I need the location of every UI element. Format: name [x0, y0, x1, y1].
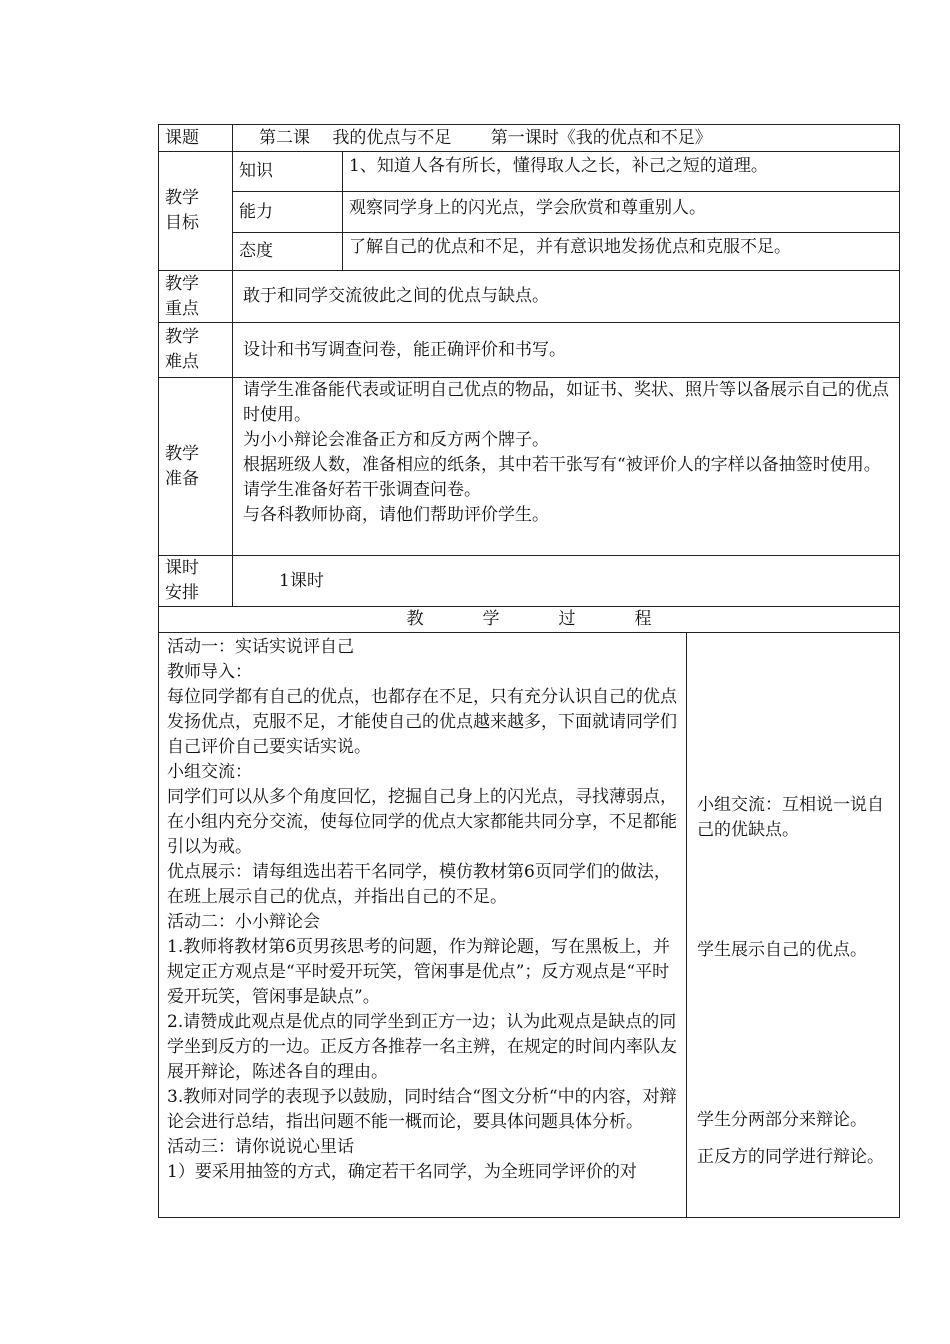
student-note: 小组交流：互相说一说自己的优缺点。 [697, 795, 884, 840]
activity-paragraph: 1.教师将教材第6页男孩思考的问题，作为辩论题，写在黑板上，并规定正方观点是“平时爱开玩笑，管闲事是优点”；反方观点是“平时爱开玩笑，管闲事是缺点”。 [167, 937, 671, 1007]
activity-heading: 活动二：小小辩论会 [167, 912, 320, 932]
preparation-label: 教学准备 [159, 378, 233, 556]
objective-key-attitude: 态度 [233, 233, 343, 271]
preparation-item: 与各科教师协商，请他们帮助评价学生。 [243, 505, 549, 525]
student-activities [687, 633, 900, 1218]
objective-value-attitude: 了解自己的优点和不足，并有意识地发扬优点和克服不足。 [343, 233, 900, 271]
topic-row [159, 125, 900, 152]
objectives-label: 教学目标 [159, 152, 233, 271]
preparation-item: 为小小辩论会准备正方和反方两个牌子。 [243, 430, 549, 450]
activity-paragraph: 同学们可以从多个角度回忆，挖掘自己身上的闪光点，寻找薄弱点，在小组内充分交流，使每位同学的优点大家都能共同分享，不足都能引以为戒。 [167, 787, 677, 857]
spacer [697, 843, 893, 938]
objective-value-knowledge: 1、知道人各有所长，懂得取人之长，补己之短的道理。 [343, 152, 900, 192]
objective-value-ability: 观察同学身上的闪光点，学会欣赏和尊重别人。 [343, 192, 900, 233]
activity-subheading: 小组交流： [167, 762, 252, 782]
activity-paragraph: 3.教师对同学的表现予以鼓励，同时结合“图文分析“中的内容，对辩论会进行总结，指出问题不能一概而论，要具体问题具体分析。 [167, 1087, 677, 1132]
preparation-item: 根据班级人数，准备相应的纸条，其中若干张写有“被评价人的字样以备抽签时使用。 [243, 455, 881, 475]
objective-row-attitude [159, 233, 900, 271]
activity-subheading: 教师导入： [167, 662, 252, 682]
process-row [159, 633, 900, 1218]
activity-heading: 活动一：实话实说评自己 [167, 637, 354, 657]
spacer [697, 1133, 893, 1145]
preparation-item: 请学生准备好若干张调查问卷。 [243, 480, 481, 500]
schedule-row [159, 556, 900, 607]
activity-paragraph: 1）要采用抽签的方式，确定若干名同学，为全班同学评价的对 [167, 1162, 637, 1182]
lesson-plan-table [158, 124, 900, 1218]
difficulties-row [159, 323, 900, 378]
student-note: 学生分两部分来辩论。 [697, 1110, 867, 1130]
key-points-content: 敢于和同学交流彼此之间的优点与缺点。 [233, 271, 900, 323]
objective-key-ability: 能力 [233, 192, 343, 233]
student-note: 学生展示自己的优点。 [697, 940, 867, 960]
process-title-char: 程 [634, 609, 652, 629]
activity-paragraph: 优点展示：请每组选出若干名同学，模仿教材第6页同学们的做法，在班上展示自己的优点，并指出自己的不足。 [167, 862, 671, 907]
preparation-row [159, 378, 900, 556]
process-title [159, 607, 900, 633]
process-header-row [159, 607, 900, 633]
difficulties-label: 教学难点 [159, 323, 233, 378]
activity-paragraph: 每位同学都有自己的优点，也都存在不足，只有充分认识自己的优点发扬优点，克服不足，才能使自己的优点越来越多，下面就请同学们自己评价自己要实话实说。 [167, 687, 677, 757]
objective-row-ability [159, 192, 900, 233]
spacer [697, 963, 893, 1108]
key-points-row [159, 271, 900, 323]
preparation-item: 请学生准备能代表或证明自己优点的物品，如证书、奖状、照片等以备展示自己的优点时使用。 [243, 380, 889, 425]
preparation-content [233, 378, 900, 556]
schedule-label: 课时安排 [159, 556, 233, 607]
topic-label: 课题 [159, 125, 233, 152]
teacher-activities [159, 633, 687, 1218]
process-title-char: 教 [406, 609, 424, 629]
activity-paragraph: 2.请赞成此观点是优点的同学坐到正方一边；认为此观点是缺点的同学坐到反方的一边。正反方各推荐一名主辨，在规定的时间内率队友展开辩论，陈述各自的理由。 [167, 1012, 677, 1082]
schedule-content: 1课时 [233, 556, 900, 607]
spacer [697, 633, 893, 793]
objective-row-knowledge [159, 152, 900, 192]
topic-content: 第二课 我的优点与不足 第一课时《我的优点和不足》 [233, 125, 900, 152]
process-title-char: 过 [558, 609, 576, 629]
process-title-char: 学 [482, 609, 500, 629]
key-points-label: 教学重点 [159, 271, 233, 323]
student-note: 正反方的同学进行辩论。 [697, 1147, 884, 1167]
difficulties-content: 设计和书写调查问卷，能正确评价和书写。 [233, 323, 900, 378]
objective-key-knowledge: 知识 [233, 152, 343, 192]
activity-heading: 活动三：请你说说心里话 [167, 1137, 354, 1157]
